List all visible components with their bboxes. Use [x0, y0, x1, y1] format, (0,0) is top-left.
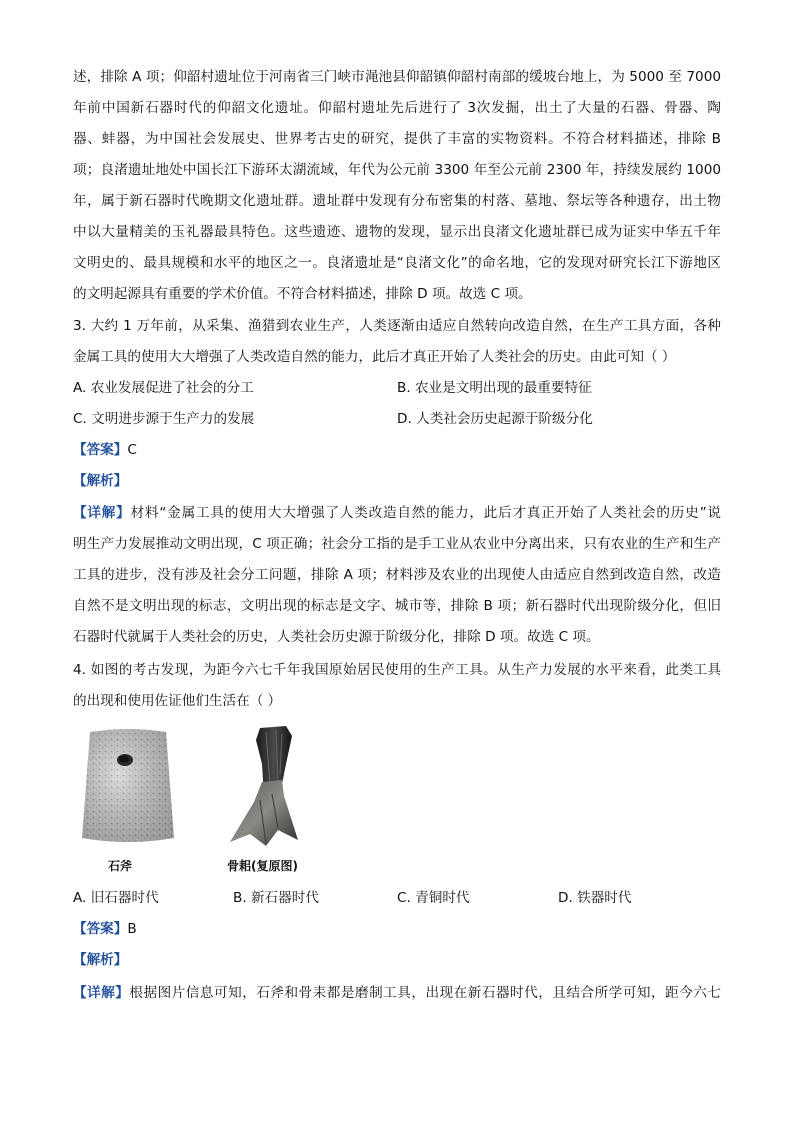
q4-option-b: B. 新石器时代 [233, 890, 319, 906]
analysis-tag: 【解析】 [73, 473, 128, 489]
detail-tag: 【详解】 [73, 985, 130, 1001]
text-line: 自然不是文明出现的标志，文明出现的标志是文字、城市等，排除 B 项；新石器时代出现阶级分化，但旧 [73, 598, 721, 614]
answer-value: B [127, 921, 137, 937]
question-4-stem: 的出现和使用佐证他们生活在（ ） [73, 693, 282, 709]
text-line: 明生产力发展推动文明出现，C 项正确；社会分工指的是手工业从农业中分离出来，只有农业的生产和生产 [73, 536, 721, 552]
q4-option-a: A. 旧石器时代 [73, 890, 159, 906]
q3-analysis-line [73, 472, 721, 490]
q4-detail-line [73, 984, 721, 1002]
answer-tag: 【答案】 [73, 921, 128, 937]
question-3-stem: 金属工具的使用大大增强了人类改造自然的能力，此后才真正开始了人类社会的历史。由此可知（ ） [73, 349, 676, 365]
stone-axe-image [80, 726, 176, 846]
q3-option-d: D. 人类社会历史起源于阶级分化 [397, 411, 593, 427]
text-line: 述，排除 A 项；仰韶村遗址位于河南省三门峡市渑池县仰韶镇仰韶村南部的缓坡台地上，为 5000 至 7000 [73, 69, 721, 85]
q4-option-d: D. 铁器时代 [558, 890, 632, 906]
text-line: 项；良渚遗址地处中国长江下游环太湖流域，年代为公元前 3300 年至公元前 2300 年，持续发展约 1000 [73, 162, 721, 178]
question-3-stem: 3. 大约 1 万年前，从采集、渔猎到农业生产，人类逐渐由适应自然转向改造自然，在生产工具方面，各种 [73, 318, 721, 334]
answer-value: C [127, 442, 137, 458]
text-line: 石器时代就属于人类社会的历史，人类社会历史源于阶级分化，排除 D 项。故选 C 项。 [73, 629, 600, 645]
answer-tag: 【答案】 [73, 442, 128, 458]
bone-spade-image [220, 724, 304, 850]
detail-text: 根据图片信息可知，石斧和骨耒都是磨制工具，出现在新石器时代，且结合所学可知，距今六七 [129, 985, 722, 1001]
figure-caption-bone-spade: 骨耜(复原图) [227, 859, 298, 873]
figure-caption-stone-axe: 石斧 [108, 859, 133, 873]
text-line: 年前中国新石器时代的仰韶文化遗址。仰韶村遗址先后进行了 3次发掘，出土了大量的石器、骨器、陶 [73, 100, 721, 116]
q4-answer-line [73, 920, 721, 938]
q3-detail-line [73, 504, 721, 522]
detail-tag: 【详解】 [73, 505, 131, 521]
q4-option-c: C. 青铜时代 [397, 890, 470, 906]
text-line: 工具的进步，没有涉及社会分工问题，排除 A 项；材料涉及农业的出现使人由适应自然到改造自然，改造 [73, 567, 721, 583]
q3-option-c: C. 文明进步源于生产力的发展 [73, 411, 255, 427]
detail-text: 材料“金属工具的使用大大增强了人类改造自然的能力，此后才真正开始了人类社会的历史”说 [130, 505, 721, 521]
analysis-tag: 【解析】 [73, 952, 128, 968]
text-line: 年，属于新石器时代晚期文化遗址群。遗址群中发现有分布密集的村落、墓地、祭坛等各种遗存，出土物 [73, 193, 721, 209]
q4-analysis-line [73, 951, 721, 969]
q3-option-a: A. 农业发展促进了社会的分工 [73, 380, 254, 396]
q3-option-b: B. 农业是文明出现的最重要特征 [397, 380, 592, 396]
text-line: 器、蚌器，为中国社会发展史、世界考古史的研究，提供了丰富的实物资料。不符合材料描述，排除 B [73, 131, 721, 147]
text-line: 中以大量精美的玉礼器最具特色。这些遗迹、遗物的发现，显示出良渚文化遗址群已成为证实中华五千年 [73, 224, 721, 240]
question-4-stem: 4. 如图的考古发现，为距今六七千年我国原始居民使用的生产工具。从生产力发展的水平来看，此类工具 [73, 662, 721, 678]
text-line: 文明史的、最具规模和水平的地区之一。良渚遗址是“良渚文化”的命名地，它的发现对研究长江下游地区 [73, 255, 721, 271]
q3-answer-line [73, 441, 721, 459]
text-line: 的文明起源具有重要的学术价值。不符合材料描述，排除 D 项。故选 C 项。 [73, 286, 532, 302]
